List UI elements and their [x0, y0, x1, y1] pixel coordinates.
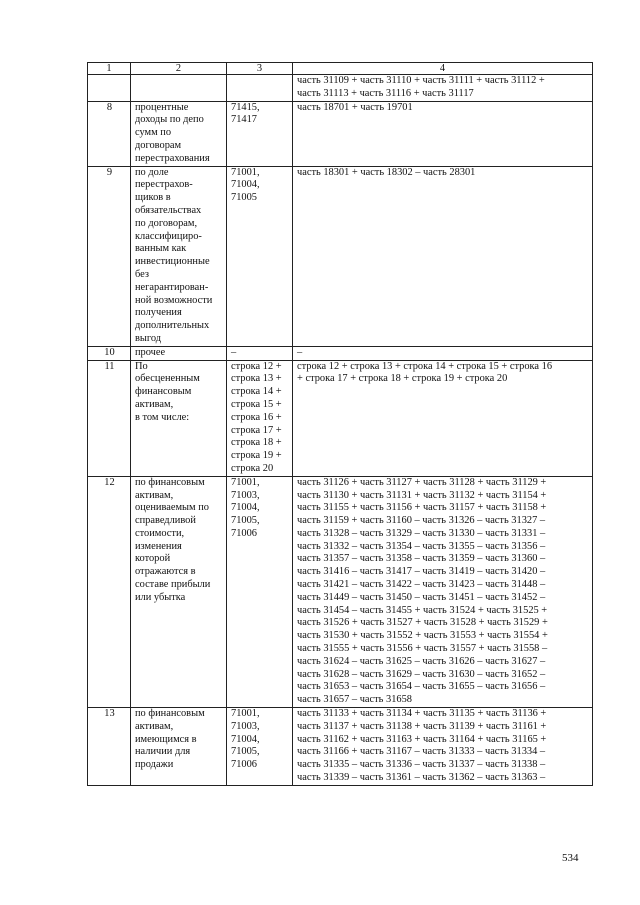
formula-line: часть 31133 + часть 31134 + часть 31135 + часть 31136 +	[297, 708, 547, 720]
formula-line: часть 31530 + часть 31552 + часть 31553 + часть 31554 +	[297, 630, 548, 642]
name-line: перестрахов-	[135, 179, 193, 191]
formula-cell	[293, 166, 593, 346]
codes-line: строка 17 +	[231, 424, 282, 436]
formula-line: часть 31653 – часть 31654 – часть 31655 – часть 31656 –	[297, 681, 546, 693]
header-cell-3: 3	[227, 63, 293, 75]
name-line: по финансовым	[135, 708, 205, 720]
codes-line: 71005,	[231, 746, 260, 758]
formula-line: часть 31449 – часть 31450 – часть 31451 – часть 31452 –	[297, 591, 546, 603]
name-line: или убытка	[135, 591, 186, 603]
name-line: классифициро-	[135, 230, 202, 242]
formula-line: часть 31624 – часть 31625 – часть 31626 – часть 31627 –	[297, 655, 546, 667]
formula-cell	[293, 476, 593, 707]
name-line: По	[135, 360, 148, 372]
table-row	[88, 708, 593, 786]
name-line: в том числе:	[135, 411, 190, 423]
name-line: инвестиционные	[135, 256, 210, 268]
name-line: ванным как	[135, 243, 187, 255]
name-line: по финансовым	[135, 476, 205, 488]
formula-line: часть 31113 + часть 31116 + часть 31117	[297, 87, 474, 99]
codes-line: строка 13 +	[231, 373, 282, 385]
name-line: дополнительных	[135, 320, 210, 332]
formula-line: часть 31657 – часть 31658	[297, 694, 412, 706]
table-row	[88, 360, 593, 476]
indicator-name-cell	[131, 75, 227, 102]
indicator-name-cell	[131, 360, 227, 476]
name-line: сумм по	[135, 127, 172, 139]
page-number: 534	[562, 852, 579, 864]
codes-line: 71005,	[231, 515, 260, 527]
codes-line: строка 16 +	[231, 411, 282, 423]
codes-line: строка 18 +	[231, 437, 282, 449]
name-line: перестрахования	[135, 152, 210, 164]
codes-line: –	[231, 346, 237, 358]
formula-cell	[293, 708, 593, 786]
name-line: по договорам,	[135, 217, 198, 229]
name-line: выгод	[135, 332, 162, 344]
codes-line: строка 20	[231, 462, 274, 474]
formula-line: часть 31155 + часть 31156 + часть 31157 + часть 31158 +	[297, 502, 547, 514]
name-line: активам,	[135, 398, 174, 410]
name-line: щиков в	[135, 192, 171, 204]
row-number-cell: 10	[88, 346, 131, 360]
indicator-name-cell	[131, 346, 227, 360]
formula-line: часть 31126 + часть 31127 + часть 31128 + часть 31129 +	[297, 476, 547, 488]
formula-cell	[293, 346, 593, 360]
formula-line: часть 31628 – часть 31629 – часть 31630 – часть 31652 –	[297, 668, 546, 680]
name-line: негарантирован-	[135, 281, 209, 293]
header-cell-4: 4	[293, 63, 593, 75]
account-codes-cell	[227, 476, 293, 707]
formula-line: часть 31166 + часть 31167 – часть 31333 – часть 31334 –	[297, 746, 546, 758]
name-line: составе прибыли	[135, 579, 211, 591]
codes-line: 71005	[231, 192, 257, 204]
header-row	[88, 63, 593, 75]
formula-line: часть 31339 – часть 31361 – часть 31362 – часть 31363 –	[297, 772, 546, 784]
codes-line: 71004,	[231, 733, 260, 745]
formula-line: часть 31555 + часть 31556 + часть 31557 + часть 31558 –	[297, 643, 548, 655]
indicator-name-cell	[131, 708, 227, 786]
codes-line: 71003,	[231, 489, 260, 501]
table-row	[88, 75, 593, 102]
name-line: продажи	[135, 759, 174, 771]
header-cell-1: 1	[88, 63, 131, 75]
codes-line: строка 14 +	[231, 386, 282, 398]
name-line: активам,	[135, 720, 174, 732]
name-line: ной возможности	[135, 294, 213, 306]
codes-line: строка 19 +	[231, 450, 282, 462]
formula-line: часть 31526 + часть 31527 + часть 31528 + часть 31529 +	[297, 617, 548, 629]
formula-line: часть 31130 + часть 31131 + часть 31132 + часть 31154 +	[297, 489, 547, 501]
codes-line: 71417	[231, 114, 257, 126]
account-codes-cell	[227, 101, 293, 166]
formula-line: –	[297, 346, 303, 358]
account-codes-cell	[227, 346, 293, 360]
row-number-cell: 11	[88, 360, 131, 476]
formula-line: часть 31454 – часть 31455 + часть 31524 + часть 31525 +	[297, 604, 548, 616]
name-line: которой	[135, 553, 171, 565]
formula-cell	[293, 75, 593, 102]
account-codes-cell	[227, 708, 293, 786]
name-line: стоимости,	[135, 527, 185, 539]
formula-line: часть 31357 – часть 31358 – часть 31359 – часть 31360 –	[297, 553, 546, 565]
formula-line: часть 18301 + часть 18302 – часть 28301	[297, 166, 476, 178]
formula-line: часть 18701 + часть 19701	[297, 101, 413, 113]
codes-line: 71001,	[231, 708, 260, 720]
indicator-name-cell	[131, 166, 227, 346]
codes-line: 71001,	[231, 166, 260, 178]
account-codes-cell	[227, 166, 293, 346]
name-line: финансовым	[135, 386, 192, 398]
formula-line: часть 31332 – часть 31354 – часть 31355 – часть 31356 –	[297, 540, 546, 552]
name-line: отражаются в	[135, 566, 196, 578]
row-number-cell: 8	[88, 101, 131, 166]
name-line: наличии для	[135, 746, 191, 758]
formula-cell	[293, 360, 593, 476]
name-line: процентные	[135, 101, 189, 113]
formula-line: часть 31421 – часть 31422 – часть 31423 – часть 31448 –	[297, 579, 546, 591]
formula-cell	[293, 101, 593, 166]
name-line: обязательствах	[135, 204, 202, 216]
name-line: договорам	[135, 139, 182, 151]
codes-line: 71004,	[231, 179, 260, 191]
formula-line: часть 31159 + часть 31160 – часть 31326 – часть 31327 –	[297, 515, 546, 527]
name-line: доходы по депо	[135, 114, 204, 126]
indicator-name-cell	[131, 101, 227, 166]
row-number-cell: 12	[88, 476, 131, 707]
codes-line: строка 12 +	[231, 360, 282, 372]
formula-line: часть 31109 + часть 31110 + часть 31111 + часть 31112 +	[297, 75, 545, 86]
account-codes-cell	[227, 360, 293, 476]
formula-line: строка 12 + строка 13 + строка 14 + строка 15 + строка 16	[297, 360, 553, 372]
codes-line: 71415,	[231, 101, 260, 113]
codes-line: 71006	[231, 527, 257, 539]
indicator-name-cell	[131, 476, 227, 707]
document-table	[87, 62, 593, 786]
formula-line: часть 31335 – часть 31336 – часть 31337 – часть 31338 –	[297, 759, 546, 771]
name-line: изменения	[135, 540, 182, 552]
table-row	[88, 101, 593, 166]
name-line: по доле	[135, 166, 169, 178]
formula-line: + строка 17 + строка 18 + строка 19 + строка 20	[297, 373, 508, 385]
name-line: справедливой	[135, 515, 196, 527]
table-row	[88, 346, 593, 360]
name-line: имеющимся в	[135, 733, 197, 745]
header-cell-2: 2	[131, 63, 227, 75]
codes-line: строка 15 +	[231, 398, 282, 410]
formula-line: часть 31137 + часть 31138 + часть 31139 + часть 31161 +	[297, 720, 547, 732]
codes-line: 71006	[231, 759, 257, 771]
name-line: оцениваемым по	[135, 502, 209, 514]
table-row	[88, 166, 593, 346]
codes-line: 71004,	[231, 502, 260, 514]
formula-line: часть 31416 – часть 31417 – часть 31419 – часть 31420 –	[297, 566, 546, 578]
formula-line: часть 31328 – часть 31329 – часть 31330 – часть 31331 –	[297, 527, 546, 539]
name-line: без	[135, 268, 149, 280]
codes-line: 71001,	[231, 476, 260, 488]
name-line: активам,	[135, 489, 174, 501]
row-number-cell: 13	[88, 708, 131, 786]
name-line: обесцененным	[135, 373, 200, 385]
row-number-cell: 9	[88, 166, 131, 346]
table-row	[88, 476, 593, 707]
table-body	[88, 63, 593, 786]
name-line: прочее	[135, 346, 166, 358]
codes-line: 71003,	[231, 720, 260, 732]
formula-line: часть 31162 + часть 31163 + часть 31164 + часть 31165 +	[297, 733, 547, 745]
name-line: получения	[135, 307, 182, 319]
row-number-cell	[88, 75, 131, 102]
account-codes-cell	[227, 75, 293, 102]
